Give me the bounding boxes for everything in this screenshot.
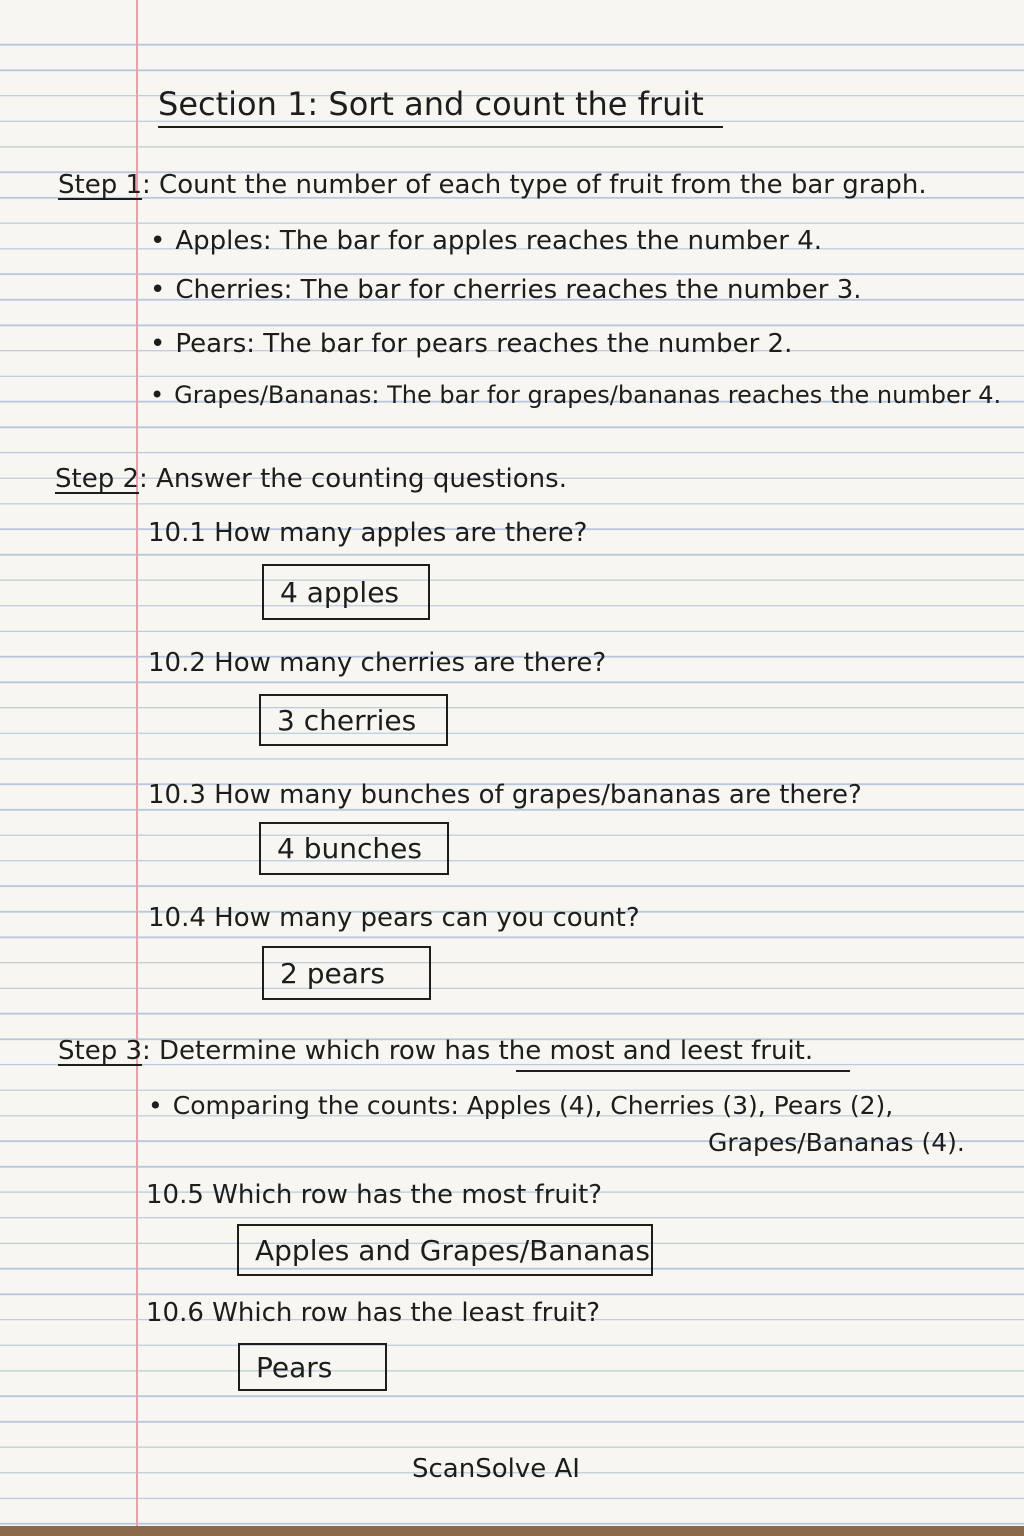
step2-text: : Answer the counting questions. xyxy=(139,464,567,494)
step3-bullet-comparison: • Comparing the counts: Apples (4), Cherries (3), Pears (2), xyxy=(148,1093,893,1118)
answer-box-10-4: 2 pears xyxy=(262,946,431,1000)
step2-label: Step 2 xyxy=(55,464,140,494)
step1-bullet-apples: • Apples: The bar for apples reaches the number 4. xyxy=(150,228,822,254)
question-10-1: 10.1 How many apples are there? xyxy=(148,518,588,548)
answer-box-10-2: 3 cherries xyxy=(259,694,448,746)
question-10-4: 10.4 How many pears can you count? xyxy=(148,903,640,933)
step1-label: Step 1 xyxy=(58,170,143,200)
answer-box-10-3: 4 bunches xyxy=(259,822,449,875)
margin-line xyxy=(136,0,138,1526)
answer-box-10-6: Pears xyxy=(238,1343,387,1391)
question-10-3: 10.3 How many bunches of grapes/bananas are there? xyxy=(148,780,862,810)
section-title: Section 1: Sort and count the fruit xyxy=(158,85,704,123)
step1-bullet-grapes: • Grapes/Bananas: The bar for grapes/bananas reaches the number 4. xyxy=(150,383,1001,407)
title-underline xyxy=(158,126,723,128)
step3-heading xyxy=(58,1038,813,1064)
answer-box-10-5: Apples and Grapes/Bananas xyxy=(237,1224,653,1276)
step3-label: Step 3 xyxy=(58,1036,143,1066)
step1-heading xyxy=(58,172,927,198)
step1-bullet-pears: • Pears: The bar for pears reaches the number 2. xyxy=(150,331,792,357)
step1-text: : Count the number of each type of fruit from the bar graph. xyxy=(142,170,927,200)
step1-bullet-cherries: • Cherries: The bar for cherries reaches the number 3. xyxy=(150,277,862,303)
question-10-2: 10.2 How many cherries are there? xyxy=(148,648,607,678)
question-10-6: 10.6 Which row has the least fruit? xyxy=(146,1298,601,1328)
footer-watermark: ScanSolve AI xyxy=(412,1454,580,1484)
step3-bullet-continuation: Grapes/Bananas (4). xyxy=(708,1128,965,1157)
question-10-5: 10.5 Which row has the most fruit? xyxy=(146,1180,603,1210)
most-and-least-underline xyxy=(516,1070,850,1072)
answer-box-10-1: 4 apples xyxy=(262,564,430,620)
step3-text: : Determine which row has the most and leest fruit. xyxy=(142,1036,814,1066)
step2-heading xyxy=(55,466,567,492)
